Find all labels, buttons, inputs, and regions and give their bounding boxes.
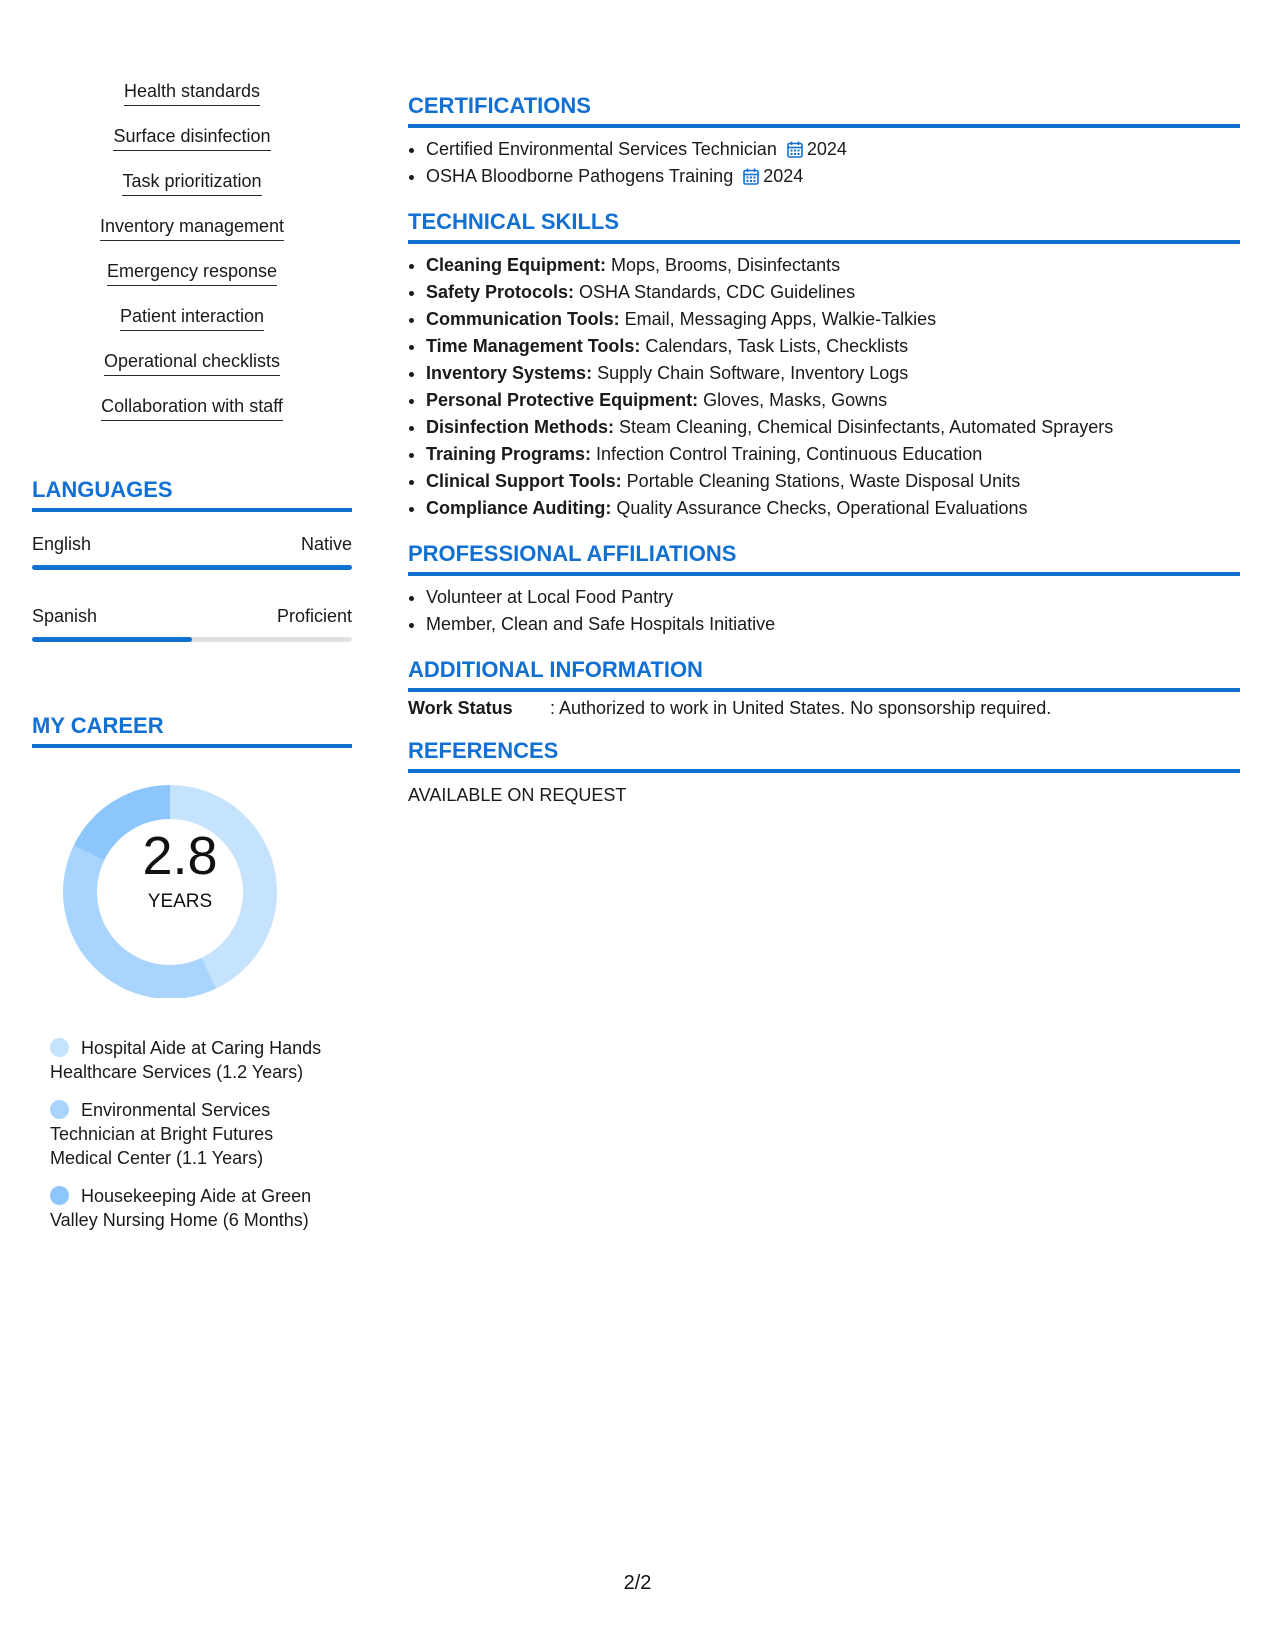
legend-item [50, 1184, 330, 1232]
career-title: MY CAREER [32, 712, 352, 748]
languages-section [32, 476, 352, 642]
language-name: Spanish [32, 606, 98, 626]
career-total: 2.8 [142, 826, 218, 886]
language-row [32, 606, 352, 627]
technical-skill-item: • Personal Protective Equipment: Gloves, Masks, Gowns [426, 387, 1240, 414]
skills-list [32, 80, 352, 440]
language-bar-fill [32, 565, 352, 570]
career-legend [50, 1036, 330, 1232]
skill-item: Operational checklists [32, 350, 352, 395]
certification-year: 2024 [763, 166, 804, 186]
language-bar [32, 637, 352, 642]
legend-label: Housekeeping Aide at Green Valley Nursing Home (6 Months) [50, 1186, 312, 1230]
technical-skills-list [408, 252, 1240, 522]
legend-item [50, 1036, 330, 1084]
skill-item: Health standards [32, 80, 352, 125]
references-text: AVAILABLE ON REQUEST [408, 785, 627, 805]
technical-skill-item: • Time Management Tools: Calendars, Task Lists, Checklists [426, 333, 1240, 360]
language-bar-fill [32, 637, 192, 642]
technical-skill-item: • Training Programs: Infection Control Training, Continuous Education [426, 441, 1240, 468]
skill-item: Task prioritization [32, 170, 352, 215]
technical-skill-item: • Disinfection Methods: Steam Cleaning, Chemical Disinfectants, Automated Sprayers [426, 414, 1240, 441]
technical-skill-item: • Compliance Auditing: Quality Assurance Checks, Operational Evaluations [426, 495, 1240, 522]
donut-segment-1 [170, 785, 277, 988]
language-level: Native [300, 534, 352, 554]
skill-item: Emergency response [32, 260, 352, 305]
language-name: English [32, 534, 92, 554]
legend-dot [50, 1100, 69, 1119]
certification-item: • OSHA Bloodborne Pathogens Training 2024 [426, 163, 1240, 190]
references-title: REFERENCES [408, 737, 1240, 773]
right-column [408, 92, 1240, 824]
legend-label: Hospital Aide at Caring Hands Healthcare Services (1.2 Years) [50, 1038, 322, 1082]
language-bar [32, 565, 352, 570]
additional-info-title: ADDITIONAL INFORMATION [408, 656, 1240, 692]
skill-item: Inventory management [32, 215, 352, 260]
legend-dot [50, 1186, 69, 1205]
work-status-row [408, 698, 1240, 719]
skill-item: Surface disinfection [32, 125, 352, 170]
additional-info-section [408, 656, 1240, 719]
language-row [32, 534, 352, 555]
career-section [32, 712, 352, 1232]
legend-label: Environmental Services Technician at Bright Futures Medical Center (1.1 Years) [50, 1100, 274, 1168]
certification-year: 2024 [806, 139, 847, 159]
technical-skills-title: TECHNICAL SKILLS [408, 208, 1240, 244]
affiliation-item: • Volunteer at Local Food Pantry [426, 584, 1240, 611]
calendar-icon [743, 168, 759, 185]
legend-item [50, 1098, 330, 1170]
career-unit: YEARS [147, 891, 213, 912]
legend-dot [50, 1038, 69, 1057]
affiliation-item: • Member, Clean and Safe Hospitals Initiative [426, 611, 1240, 638]
skill-item: Patient interaction [32, 305, 352, 350]
certification-item: • Certified Environmental Services Technician 2024 [426, 136, 1240, 163]
references-section [408, 737, 1240, 806]
skill-item: Collaboration with staff [32, 395, 352, 440]
calendar-icon [787, 141, 803, 158]
technical-skill-item: • Communication Tools: Email, Messaging Apps, Walkie-Talkies [426, 306, 1240, 333]
work-status-value: : Authorized to work in United States. No sponsorship required. [550, 698, 1052, 718]
certifications-list [408, 136, 1240, 190]
page-number: 2/2 [623, 1572, 652, 1594]
affiliations-list [408, 584, 1240, 638]
technical-skill-item: • Cleaning Equipment: Mops, Brooms, Disinfectants [426, 252, 1240, 279]
languages-title: LANGUAGES [32, 476, 352, 512]
left-column [32, 80, 352, 1246]
certifications-section [408, 92, 1240, 190]
technical-skill-item: • Safety Protocols: OSHA Standards, CDC Guidelines [426, 279, 1240, 306]
technical-skill-item: • Inventory Systems: Supply Chain Software, Inventory Logs [426, 360, 1240, 387]
affiliations-title: PROFESSIONAL AFFILIATIONS [408, 540, 1240, 576]
technical-skill-item: • Clinical Support Tools: Portable Cleaning Stations, Waste Disposal Units [426, 468, 1240, 495]
technical-skills-section [408, 208, 1240, 522]
career-donut [32, 748, 352, 998]
language-level: Proficient [276, 606, 352, 626]
work-status-label: Work Status [408, 698, 513, 718]
affiliations-section [408, 540, 1240, 638]
certifications-title: CERTIFICATIONS [408, 92, 1240, 128]
